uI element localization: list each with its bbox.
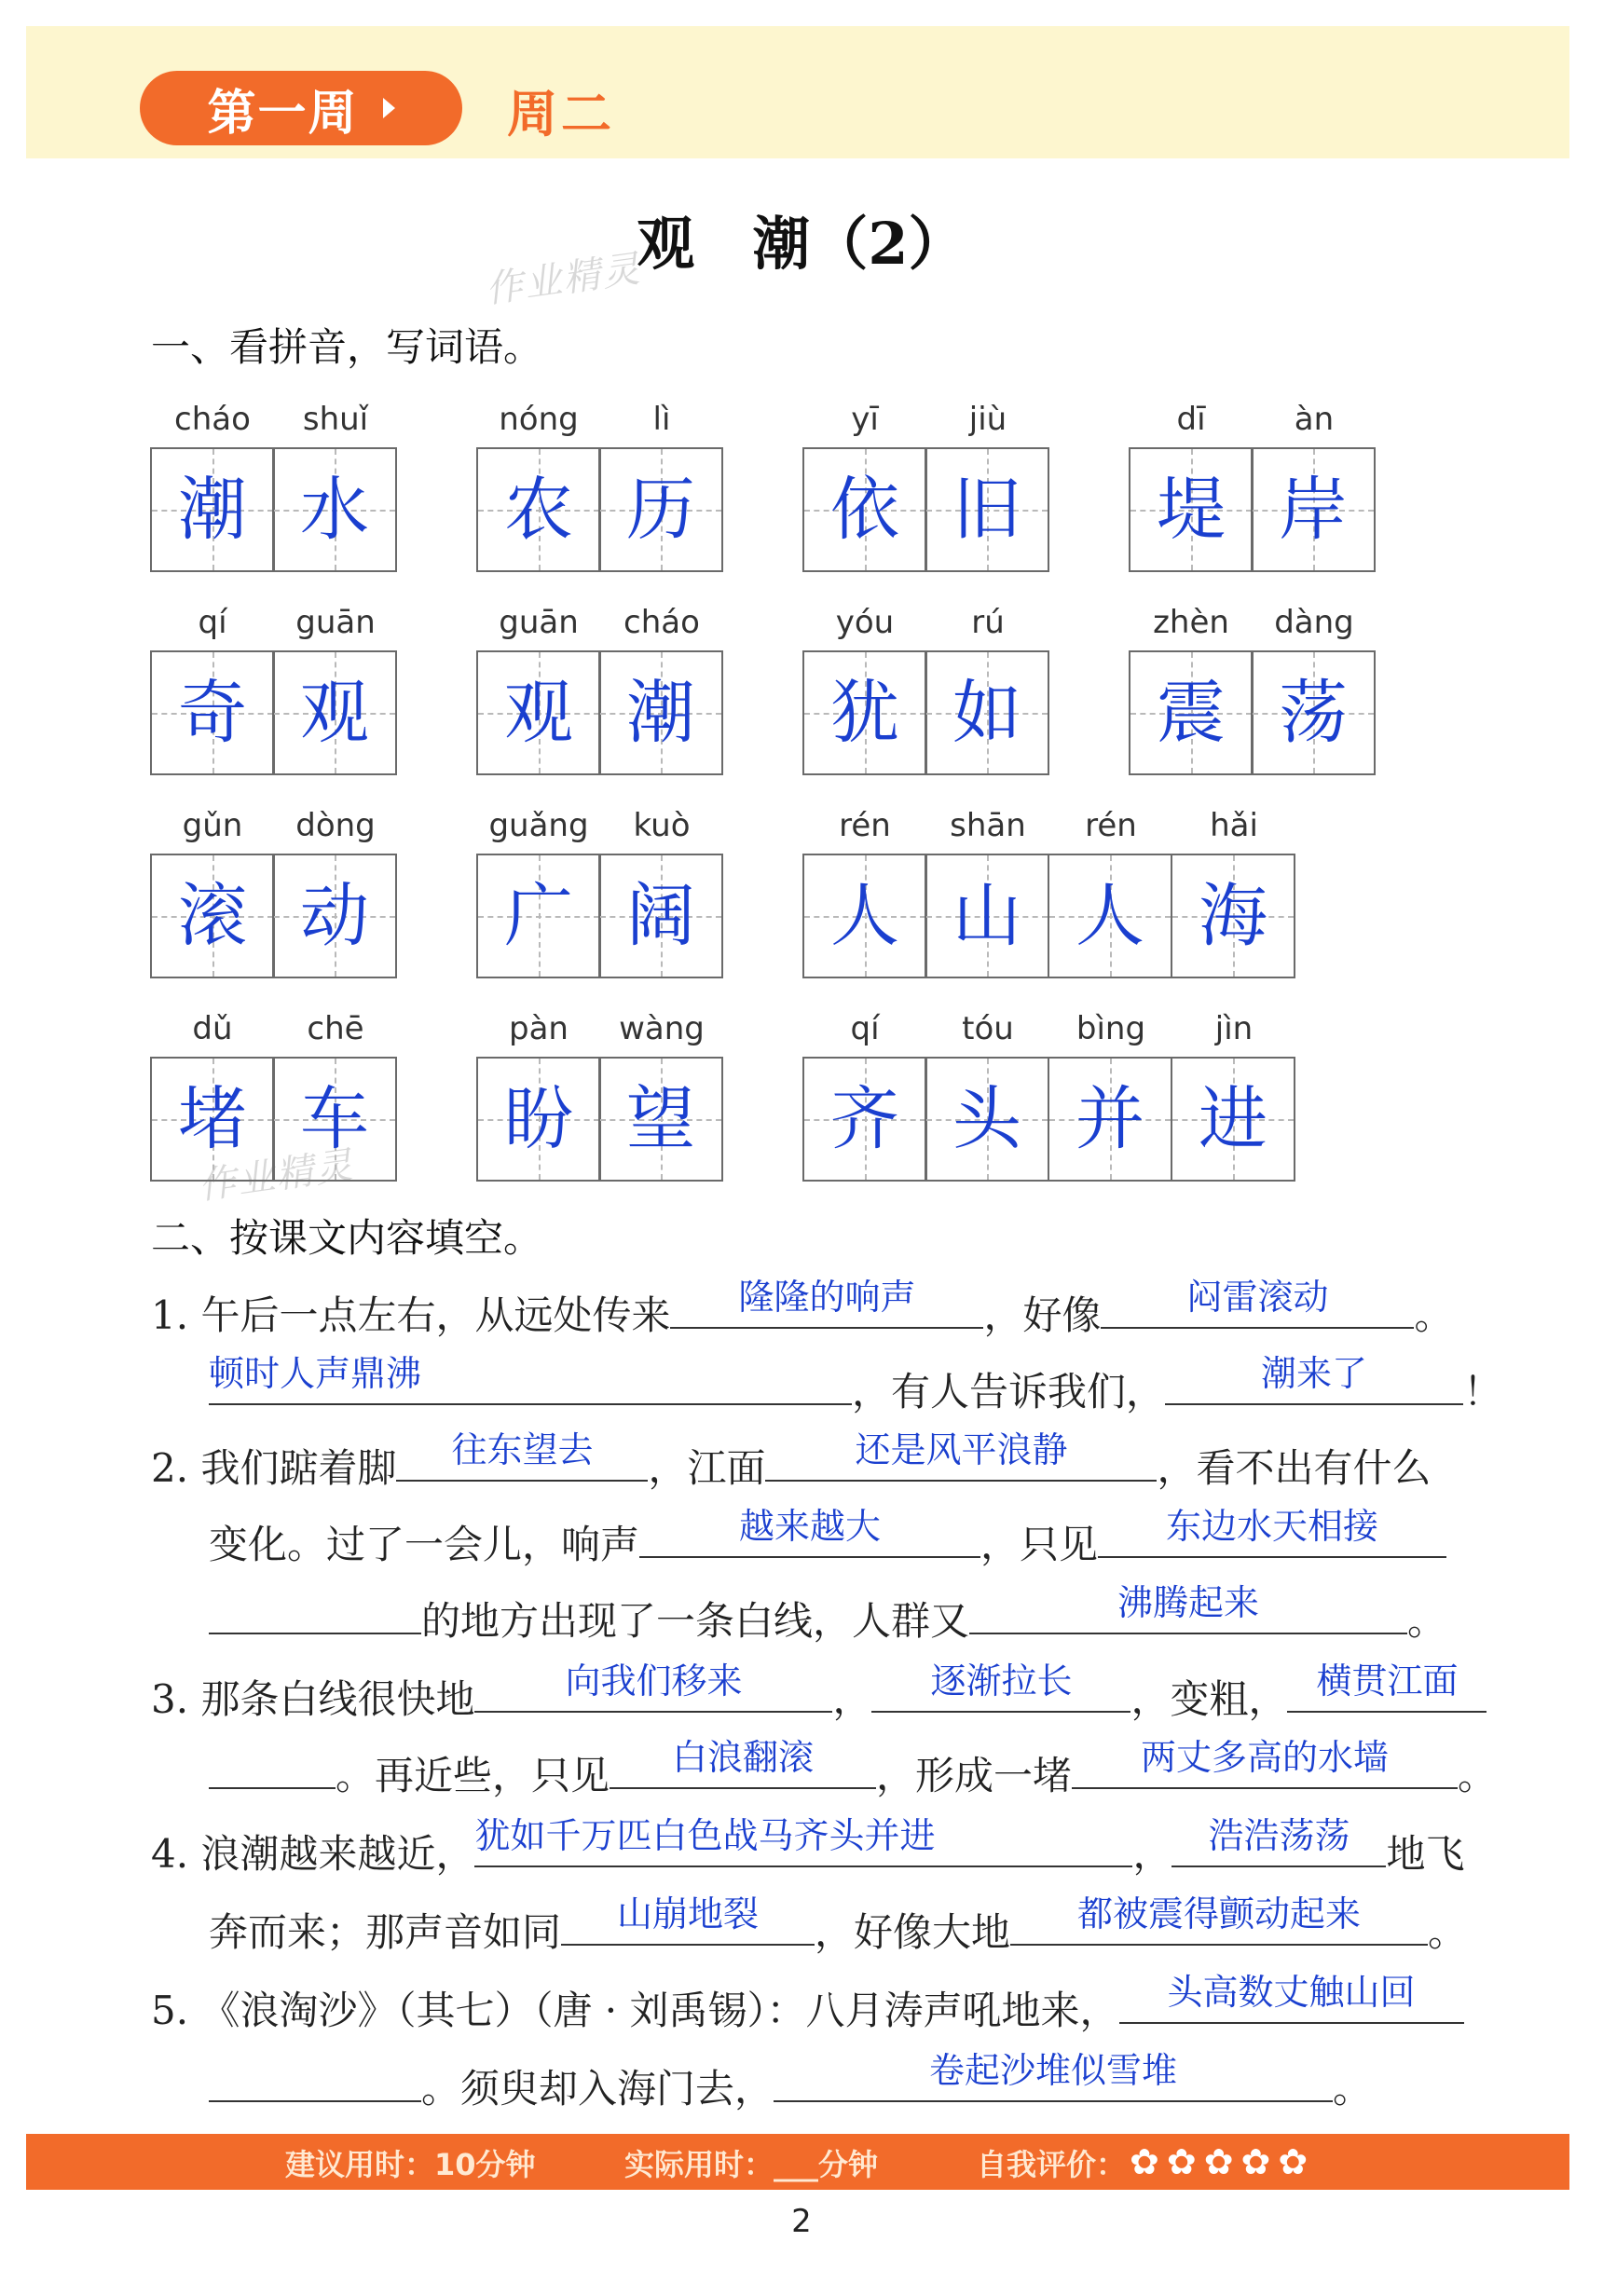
pinyin-label: hǎi bbox=[1210, 807, 1258, 844]
question-text: 浪潮越来越近， bbox=[200, 1831, 475, 1877]
week-badge bbox=[140, 71, 462, 145]
question-text: ，形成一堵 bbox=[876, 1753, 1073, 1798]
tian-grid-cell[interactable] bbox=[150, 447, 275, 572]
word-grid bbox=[803, 798, 1295, 978]
answer-blank[interactable] bbox=[474, 1660, 832, 1713]
char-column bbox=[477, 594, 600, 775]
char-column bbox=[1172, 1001, 1295, 1182]
answer-text: 潮来了 bbox=[1261, 1353, 1368, 1394]
answer-blank[interactable] bbox=[474, 1815, 1132, 1867]
question-5-line-1 bbox=[151, 1972, 1464, 2036]
question-text: 午后一点左右，从远处传来 bbox=[200, 1292, 671, 1338]
answer-text: 卷起沙堆似雪堆 bbox=[929, 2050, 1178, 2091]
char-column bbox=[926, 391, 1049, 572]
pinyin-label: shān bbox=[950, 807, 1026, 844]
word-grid bbox=[151, 1001, 397, 1182]
answer-text: 都被震得颤动起来 bbox=[1077, 1893, 1362, 1934]
pinyin-label: lì bbox=[652, 401, 671, 438]
tian-grid-cell[interactable] bbox=[925, 650, 1049, 775]
answer-text: 山崩地裂 bbox=[617, 1893, 760, 1934]
pinyin-label: rén bbox=[1085, 807, 1137, 844]
suggested-time: 建议用时：10分钟 bbox=[285, 2147, 536, 2182]
pinyin-label: guǎng bbox=[488, 807, 589, 844]
pinyin-label: qí bbox=[198, 604, 227, 641]
question-number: 4. bbox=[151, 1831, 189, 1877]
question-3-line-1 bbox=[151, 1660, 1487, 1725]
answer-blank[interactable] bbox=[1010, 1893, 1428, 1946]
char-column bbox=[151, 798, 274, 978]
char-column bbox=[803, 391, 926, 572]
written-character: 滚 bbox=[178, 876, 247, 956]
answer-text: 往东望去 bbox=[451, 1429, 594, 1470]
word-grid bbox=[1130, 594, 1376, 775]
question-2-line-3 bbox=[209, 1582, 1447, 1647]
pinyin-label: chē bbox=[307, 1010, 364, 1047]
answer-blank[interactable] bbox=[561, 1893, 815, 1946]
answer-text: 东边水天相接 bbox=[1166, 1506, 1379, 1547]
char-column bbox=[477, 798, 600, 978]
tian-grid-cell[interactable] bbox=[150, 1057, 275, 1182]
question-1-line-2 bbox=[209, 1353, 1503, 1417]
question-text: ，好像大地 bbox=[815, 1909, 1011, 1955]
char-column bbox=[1253, 391, 1376, 572]
answer-text: 头高数丈触山回 bbox=[1167, 1972, 1416, 2013]
tian-grid-cell[interactable] bbox=[925, 447, 1049, 572]
char-column bbox=[600, 1001, 723, 1182]
char-column bbox=[600, 798, 723, 978]
flower-star-icon[interactable]: ✿ bbox=[1278, 2141, 1308, 2182]
question-text: 《浪淘沙》（其七）（唐 · 刘禹锡）：八月涛声吼地来， bbox=[200, 1988, 1119, 2033]
pinyin-label: bìng bbox=[1076, 1010, 1146, 1047]
written-character: 堵 bbox=[178, 1079, 247, 1159]
char-column bbox=[803, 594, 926, 775]
page-number: 2 bbox=[791, 2203, 812, 2240]
word-grid bbox=[1130, 391, 1376, 572]
word-grid bbox=[477, 1001, 723, 1182]
tian-grid-cell[interactable] bbox=[1129, 650, 1254, 775]
char-column bbox=[926, 1001, 1049, 1182]
pinyin-label: dī bbox=[1176, 401, 1206, 438]
tian-grid-cell[interactable] bbox=[925, 1057, 1049, 1182]
written-character: 观 bbox=[300, 673, 369, 753]
tian-grid-cell[interactable] bbox=[1048, 854, 1172, 978]
word-grid bbox=[477, 391, 723, 572]
written-character: 犹 bbox=[830, 673, 899, 753]
written-character: 阔 bbox=[626, 876, 695, 956]
flower-star-icon[interactable]: ✿ bbox=[1130, 2141, 1159, 2182]
answer-blank[interactable] bbox=[209, 2057, 421, 2102]
tian-grid-cell[interactable] bbox=[476, 650, 601, 775]
question-text: ，有人告诉我们， bbox=[852, 1369, 1166, 1414]
answer-blank[interactable] bbox=[774, 2050, 1333, 2102]
self-evaluation-label: 自我评价： bbox=[977, 2147, 1127, 2182]
question-text: ，江面 bbox=[648, 1445, 766, 1491]
question-4-line-1 bbox=[151, 1815, 1465, 1879]
written-character: 人 bbox=[1076, 876, 1144, 956]
written-character: 如 bbox=[952, 673, 1021, 753]
pinyin-label: guān bbox=[295, 604, 376, 641]
flower-star-icon[interactable]: ✿ bbox=[1240, 2141, 1271, 2182]
answer-blank[interactable] bbox=[969, 1582, 1407, 1634]
word-grid bbox=[803, 391, 1049, 572]
written-character: 海 bbox=[1199, 876, 1267, 956]
question-text: 。须臾却入海门去， bbox=[421, 2066, 774, 2112]
tian-grid-cell[interactable] bbox=[1048, 1057, 1172, 1182]
word-grid bbox=[151, 594, 397, 775]
flower-star-icon[interactable]: ✿ bbox=[1166, 2141, 1197, 2182]
answer-text: 两丈多高的水墙 bbox=[1141, 1737, 1390, 1778]
answer-text: 白浪翻滚 bbox=[672, 1737, 815, 1778]
char-column bbox=[1130, 391, 1253, 572]
pinyin-label: yī bbox=[851, 401, 879, 438]
tian-grid-cell[interactable] bbox=[802, 854, 927, 978]
answer-blank[interactable] bbox=[871, 1660, 1130, 1713]
answer-text: 向我们移来 bbox=[565, 1660, 743, 1702]
question-text: ， bbox=[1132, 1831, 1172, 1877]
written-character: 进 bbox=[1199, 1079, 1267, 1159]
char-column bbox=[1049, 798, 1172, 978]
answer-text: 闷雷滚动 bbox=[1186, 1277, 1329, 1318]
pinyin-label: qí bbox=[850, 1010, 880, 1047]
tian-grid-cell[interactable] bbox=[272, 1057, 397, 1182]
answer-blank[interactable] bbox=[610, 1737, 876, 1789]
question-5-line-2 bbox=[209, 2050, 1373, 2114]
pinyin-label: zhèn bbox=[1153, 604, 1229, 641]
word-grid bbox=[803, 594, 1049, 775]
written-character: 车 bbox=[300, 1079, 369, 1159]
watermark: 作业精灵 bbox=[483, 247, 644, 312]
written-character: 水 bbox=[300, 470, 369, 550]
written-character: 荡 bbox=[1279, 673, 1348, 753]
char-column bbox=[274, 1001, 397, 1182]
written-character: 望 bbox=[626, 1079, 695, 1159]
pinyin-label: tóu bbox=[962, 1010, 1014, 1047]
char-column bbox=[926, 594, 1049, 775]
tian-grid-cell[interactable] bbox=[598, 1057, 723, 1182]
char-column bbox=[274, 391, 397, 572]
question-text: ， bbox=[832, 1676, 872, 1722]
tian-grid-cell[interactable] bbox=[1171, 854, 1295, 978]
lesson-title: 观 潮（2） bbox=[637, 210, 966, 278]
rating-stars bbox=[1130, 2143, 1308, 2180]
written-character: 潮 bbox=[178, 470, 247, 550]
question-text: ，好像 bbox=[983, 1292, 1102, 1338]
written-character: 动 bbox=[300, 876, 369, 956]
question-text: 奔而来；那声音如同 bbox=[209, 1909, 562, 1955]
char-column bbox=[274, 798, 397, 978]
tian-grid-cell[interactable] bbox=[925, 854, 1049, 978]
tian-grid-cell[interactable] bbox=[476, 1057, 601, 1182]
tian-grid-cell[interactable] bbox=[598, 447, 723, 572]
question-text: ！ bbox=[1463, 1369, 1503, 1414]
answer-blank[interactable] bbox=[209, 1590, 421, 1634]
answer-text: 犹如千万匹白色战马齐头并进 bbox=[474, 1815, 936, 1856]
pinyin-label: rén bbox=[839, 807, 891, 844]
answer-text: 横贯江面 bbox=[1316, 1660, 1459, 1702]
written-character: 依 bbox=[830, 470, 899, 550]
written-character: 农 bbox=[504, 470, 573, 550]
question-number: 3. bbox=[151, 1676, 189, 1722]
pinyin-label: dàng bbox=[1274, 604, 1354, 641]
written-character: 头 bbox=[952, 1079, 1021, 1159]
tian-grid-cell[interactable] bbox=[598, 650, 723, 775]
char-column bbox=[1049, 1001, 1172, 1182]
answer-blank[interactable] bbox=[396, 1429, 648, 1482]
answer-blank[interactable] bbox=[639, 1506, 980, 1558]
question-text: 。 bbox=[1428, 1909, 1468, 1955]
word-grid bbox=[151, 391, 397, 572]
tian-grid-cell[interactable] bbox=[272, 447, 397, 572]
written-character: 齐 bbox=[830, 1079, 899, 1159]
pinyin-label: dǔ bbox=[192, 1010, 233, 1047]
written-character: 堤 bbox=[1157, 470, 1226, 550]
flower-star-icon[interactable]: ✿ bbox=[1203, 2141, 1234, 2182]
question-text: ，只见 bbox=[980, 1522, 1099, 1567]
pinyin-label: cháo bbox=[174, 401, 251, 438]
written-character: 山 bbox=[952, 876, 1021, 956]
pinyin-label: shuǐ bbox=[302, 401, 369, 438]
question-3-line-2 bbox=[209, 1737, 1498, 1801]
char-column bbox=[151, 594, 274, 775]
answer-text: 越来越大 bbox=[739, 1506, 882, 1547]
tian-grid-cell[interactable] bbox=[272, 650, 397, 775]
char-column bbox=[151, 391, 274, 572]
word-grid bbox=[803, 1001, 1295, 1182]
pinyin-label: àn bbox=[1294, 401, 1335, 438]
tian-grid-cell[interactable] bbox=[1171, 1057, 1295, 1182]
question-number: 2. bbox=[151, 1445, 189, 1491]
tian-grid-cell[interactable] bbox=[272, 854, 397, 978]
question-text: 的地方出现了一条白线，人群又 bbox=[421, 1598, 970, 1644]
week-label: 第一周 bbox=[207, 85, 359, 142]
pinyin-label: jiù bbox=[968, 401, 1007, 438]
written-character: 人 bbox=[830, 876, 899, 956]
char-column bbox=[151, 1001, 274, 1182]
char-column bbox=[600, 594, 723, 775]
answer-blank[interactable] bbox=[1098, 1506, 1446, 1558]
question-text: 那条白线很快地 bbox=[200, 1676, 475, 1722]
answer-text: 浩浩荡荡 bbox=[1208, 1815, 1350, 1856]
answer-blank[interactable] bbox=[1171, 1815, 1386, 1867]
question-number: 1. bbox=[151, 1292, 189, 1338]
answer-blank[interactable] bbox=[670, 1277, 983, 1329]
answer-blank[interactable] bbox=[1287, 1660, 1487, 1713]
question-text: 。再近些，只见 bbox=[336, 1753, 610, 1798]
char-column bbox=[1253, 594, 1376, 775]
answer-blank[interactable] bbox=[1101, 1277, 1414, 1329]
pinyin-label: nóng bbox=[499, 401, 579, 438]
pinyin-label: kuò bbox=[633, 807, 691, 844]
char-column bbox=[477, 391, 600, 572]
question-text: 变化。过了一会儿，响声 bbox=[209, 1522, 640, 1567]
word-grid bbox=[477, 798, 723, 978]
answer-blank[interactable] bbox=[1119, 1972, 1464, 2024]
written-character: 震 bbox=[1157, 673, 1226, 753]
char-column bbox=[926, 798, 1049, 978]
arrow-right-icon bbox=[383, 98, 395, 118]
actual-time: 实际用时：___分钟 bbox=[624, 2147, 879, 2182]
written-character: 岸 bbox=[1279, 470, 1348, 550]
answer-text: 沸腾起来 bbox=[1117, 1582, 1260, 1623]
answer-blank[interactable] bbox=[1165, 1353, 1463, 1405]
pinyin-label: pàn bbox=[509, 1010, 569, 1047]
char-column bbox=[600, 391, 723, 572]
tian-grid-cell[interactable] bbox=[802, 650, 927, 775]
question-2-line-1 bbox=[151, 1429, 1432, 1494]
answer-text: 顿时人声鼎沸 bbox=[209, 1353, 422, 1394]
word-grid bbox=[151, 798, 397, 978]
question-text: 。 bbox=[1414, 1292, 1454, 1338]
tian-grid-cell[interactable] bbox=[598, 854, 723, 978]
pinyin-label: guān bbox=[499, 604, 579, 641]
answer-blank[interactable] bbox=[209, 1744, 336, 1789]
written-character: 广 bbox=[504, 876, 573, 956]
tian-grid-cell[interactable] bbox=[476, 854, 601, 978]
char-column bbox=[803, 1001, 926, 1182]
section-2-heading: 二、按课文内容填空。 bbox=[151, 1215, 543, 1261]
answer-blank[interactable] bbox=[1072, 1737, 1458, 1789]
tian-grid-cell[interactable] bbox=[1251, 650, 1376, 775]
written-character: 观 bbox=[504, 673, 573, 753]
written-character: 潮 bbox=[626, 673, 695, 753]
answer-blank[interactable] bbox=[209, 1353, 852, 1405]
tian-grid-cell[interactable] bbox=[1129, 447, 1254, 572]
word-grid bbox=[477, 594, 723, 775]
tian-grid-cell[interactable] bbox=[476, 447, 601, 572]
answer-text: 还是风平浪静 bbox=[855, 1429, 1068, 1470]
pinyin-label: yóu bbox=[835, 604, 895, 641]
answer-blank[interactable] bbox=[765, 1429, 1157, 1482]
question-1-line-1 bbox=[151, 1277, 1454, 1341]
question-text: 。 bbox=[1458, 1753, 1498, 1798]
answer-text: 逐渐拉长 bbox=[930, 1660, 1073, 1702]
written-character: 并 bbox=[1076, 1079, 1144, 1159]
pinyin-label: rú bbox=[971, 604, 1005, 641]
tian-grid-cell[interactable] bbox=[150, 650, 275, 775]
pinyin-label: dòng bbox=[295, 807, 376, 844]
question-2-line-2 bbox=[209, 1506, 1446, 1570]
tian-grid-cell[interactable] bbox=[802, 447, 927, 572]
watermark-2: 作业精灵 bbox=[196, 1143, 357, 1209]
pinyin-label: cháo bbox=[623, 604, 700, 641]
answer-text: 隆隆的响声 bbox=[738, 1277, 916, 1318]
char-column bbox=[274, 594, 397, 775]
written-character: 奇 bbox=[178, 673, 247, 753]
written-character: 盼 bbox=[504, 1079, 573, 1159]
question-number: 5. bbox=[151, 1988, 189, 2033]
char-column bbox=[1172, 798, 1295, 978]
day-label: 周二 bbox=[507, 85, 615, 144]
question-4-line-2 bbox=[209, 1893, 1468, 1958]
section-1-heading: 一、看拼音，写词语。 bbox=[151, 324, 543, 370]
question-text: ，变粗， bbox=[1130, 1676, 1288, 1722]
pinyin-label: jìn bbox=[1214, 1010, 1254, 1047]
tian-grid-cell[interactable] bbox=[1251, 447, 1376, 572]
char-column bbox=[803, 798, 926, 978]
question-text: 地飞 bbox=[1386, 1831, 1465, 1877]
pinyin-label: gǔn bbox=[182, 807, 243, 844]
written-character: 历 bbox=[626, 470, 695, 550]
question-text: ，看不出有什么 bbox=[1157, 1445, 1432, 1491]
question-text: 。 bbox=[1407, 1598, 1447, 1644]
char-column bbox=[477, 1001, 600, 1182]
question-text: 我们踮着脚 bbox=[200, 1445, 397, 1491]
tian-grid-cell[interactable] bbox=[150, 854, 275, 978]
question-text: 。 bbox=[1333, 2066, 1373, 2112]
tian-grid-cell[interactable] bbox=[802, 1057, 927, 1182]
char-column bbox=[1130, 594, 1253, 775]
written-character: 旧 bbox=[952, 470, 1021, 550]
pinyin-label: wàng bbox=[619, 1010, 705, 1047]
